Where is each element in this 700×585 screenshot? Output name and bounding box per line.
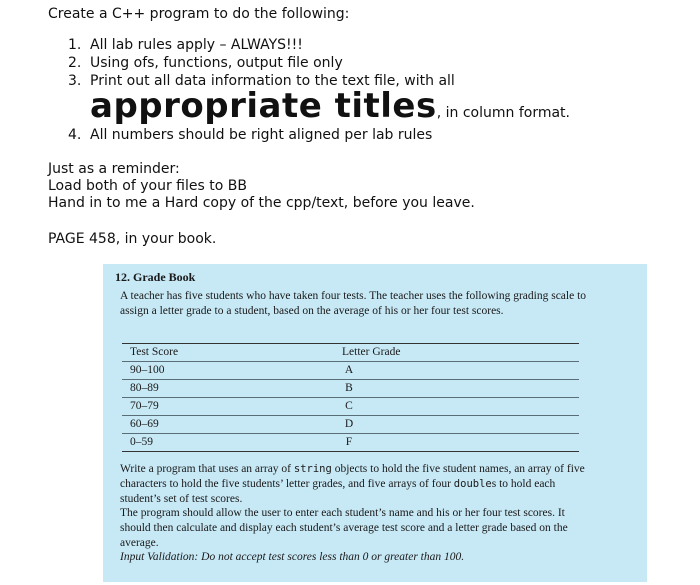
paragraph-text: Write a program that uses an array of — [120, 463, 294, 475]
exercise-paragraph — [120, 462, 590, 507]
paragraph-text: objects to hold the five student names, an array of five characters to hold the five students’ letter grades, and five arrays of four — [120, 463, 585, 490]
item-number: 1. — [68, 37, 82, 53]
appropriate-titles-emphasis: appropriate titles — [90, 86, 437, 126]
table-header-row — [122, 344, 579, 361]
grade-cell: C — [345, 400, 353, 412]
instruction-item-4 — [68, 127, 432, 143]
score-cell: 80–89 — [130, 382, 159, 394]
table-row — [122, 434, 579, 451]
table-row — [122, 398, 579, 415]
grade-cell: D — [344, 418, 354, 430]
score-cell: 0–59 — [130, 436, 153, 448]
score-cell: 70–79 — [130, 400, 159, 412]
column-header: Letter Grade — [342, 346, 401, 358]
column-format-text: , in column format. — [436, 105, 570, 121]
table-row — [122, 416, 579, 433]
instruction-item — [48, 54, 455, 72]
score-cell: 90–100 — [130, 364, 165, 376]
item-number: 3. — [68, 73, 82, 89]
item-number: 4. — [68, 127, 82, 143]
table-row — [122, 380, 579, 397]
item-text: Print out all data information to the text file, with all — [90, 73, 455, 89]
item-number: 2. — [68, 55, 82, 71]
input-validation-note: Input Validation: Do not accept test scores less than 0 or greater than 100. — [120, 551, 465, 563]
exercise-paragraph: A teacher has five students who have taken four tests. The teacher uses the following grading scale to assign a letter grade to a student, based on the average of his or her four test scores. — [120, 290, 587, 317]
table-rule — [122, 451, 579, 452]
intro-heading: Create a C++ program to do the following: — [48, 6, 350, 22]
reminder-block — [48, 161, 475, 212]
instruction-list — [48, 36, 455, 90]
textbook-excerpt — [103, 264, 647, 582]
item-text: All lab rules apply – ALWAYS!!! — [90, 37, 303, 53]
item-text: All numbers should be right aligned per lab rules — [90, 127, 433, 143]
instruction-item — [48, 36, 455, 54]
reminder-line: Just as a reminder: — [48, 161, 180, 177]
reminder-line: Hand in to me a Hard copy of the cpp/text, before you leave. — [48, 195, 475, 211]
item3-continuation — [90, 86, 570, 126]
code-keyword: string — [293, 463, 332, 475]
grade-cell: F — [345, 436, 353, 448]
code-keyword: double — [453, 478, 492, 490]
grade-cell: B — [345, 382, 353, 394]
grading-scale-table — [122, 343, 579, 452]
page-reference: PAGE 458, in your book. — [48, 231, 217, 247]
paragraph-text: s to hold each student’s set of test scores. — [120, 478, 556, 505]
table-row — [122, 362, 579, 379]
exercise-title: 12. Grade Book — [115, 270, 196, 284]
reminder-line: Load both of your files to BB — [48, 178, 247, 194]
exercise-paragraph: The program should allow the user to enter each student’s name and his or her four test scores. It should then calculate and display each student’s average test score and a letter grade based on the average. — [120, 507, 568, 549]
grade-cell: A — [344, 364, 354, 376]
column-header: Test Score — [130, 346, 179, 358]
score-cell: 60–69 — [130, 418, 159, 430]
item-text: Using ofs, functions, output file only — [90, 55, 343, 71]
